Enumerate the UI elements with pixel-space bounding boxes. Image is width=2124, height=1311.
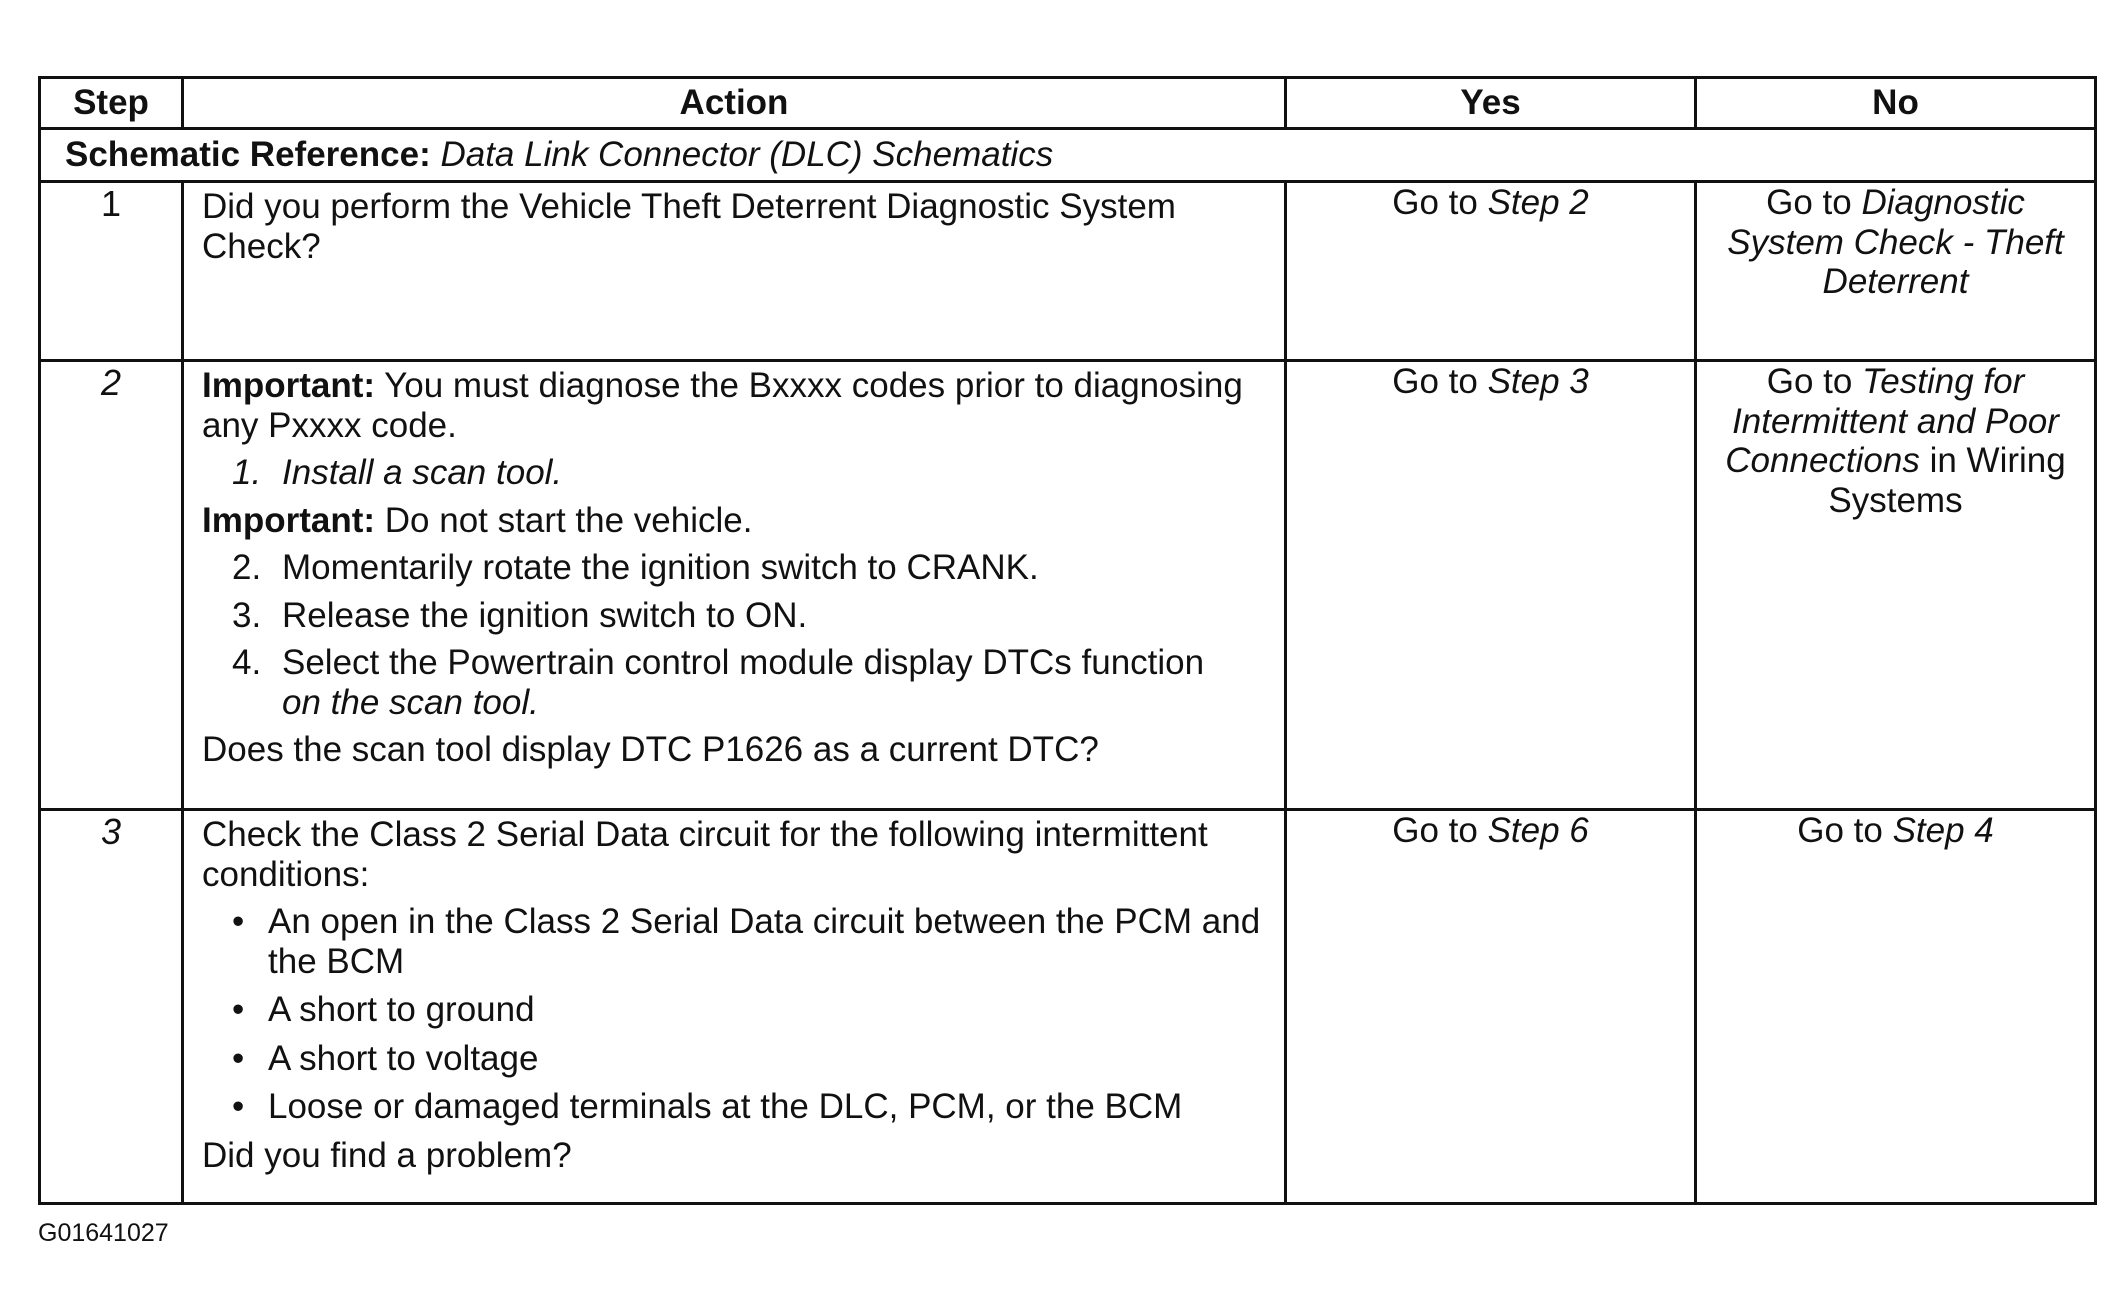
no-cell	[1696, 810, 2096, 1204]
question-text: Does the scan tool display DTC P1626 as a current DTC?	[202, 730, 1099, 770]
item-text: Release the ignition switch to ON.	[282, 595, 808, 635]
no-step-link[interactable]: Step 4	[1892, 811, 1994, 850]
table-row	[40, 182, 2096, 361]
item-text: Momentarily rotate the ignition switch to CRANK.	[282, 548, 1039, 588]
bullet-icon: •	[232, 990, 245, 1030]
header-no: No	[1696, 78, 2096, 129]
item-text-group	[282, 643, 1266, 722]
no-step-link[interactable]: Diagnostic System Check - Theft Deterrent	[1727, 183, 2064, 302]
no-cell	[1696, 361, 2096, 810]
yes-prefix: Go to	[1392, 362, 1478, 401]
yes-step-link[interactable]: Step 3	[1487, 362, 1589, 401]
item-number: 2.	[232, 548, 262, 588]
yes-cell	[1286, 182, 1696, 361]
bullet-text: Loose or damaged terminals at the DLC, PCM, or the BCM	[268, 1087, 1183, 1127]
important-text: You must diagnose the Bxxxx codes prior to diagnosing any Pxxxx code.	[202, 366, 1243, 445]
no-procedure-link[interactable]: Testing for Intermittent and Poor Connections	[1725, 362, 2059, 481]
schematic-reference-link[interactable]: Data Link Connector (DLC) Schematics	[440, 135, 1054, 175]
yes-cell	[1286, 361, 1696, 810]
important-note	[202, 366, 1266, 445]
bullet-text: A short to ground	[268, 990, 535, 1030]
header-step: Step	[40, 78, 183, 129]
important-text: Do not start the vehicle.	[384, 500, 753, 540]
action-text: Did you perform the Vehicle Theft Deterrent Diagnostic System Check?	[202, 187, 1176, 266]
list-item	[202, 990, 1266, 1030]
step-number: 2	[40, 361, 183, 810]
figure-id: G01641027	[38, 1219, 169, 1247]
item-number: 3.	[232, 595, 262, 635]
item-text: Install a scan tool.	[282, 453, 563, 493]
procedure-item	[202, 548, 1266, 588]
list-item	[202, 1087, 1266, 1127]
no-prefix: Go to	[1797, 811, 1883, 850]
procedure-item	[202, 453, 1266, 493]
bullet-text: An open in the Class 2 Serial Data circuit between the PCM and the BCM	[268, 902, 1261, 981]
diagnostic-table	[38, 76, 2097, 1205]
item-number: 4.	[232, 643, 262, 683]
bullet-text: A short to voltage	[268, 1038, 539, 1078]
table-row	[40, 810, 2096, 1204]
procedure-item	[202, 643, 1266, 722]
bullet-icon: •	[232, 1038, 245, 1078]
header-yes: Yes	[1286, 78, 1696, 129]
step-number: 3	[40, 810, 183, 1204]
question-text: Did you find a problem?	[202, 1135, 572, 1175]
no-cell	[1696, 182, 2096, 361]
action-cell	[183, 810, 1286, 1204]
table-row	[40, 361, 2096, 810]
yes-step-link[interactable]: Step 2	[1487, 183, 1589, 222]
no-prefix: Go to	[1766, 183, 1852, 222]
no-suffix: in Wiring Systems	[1828, 441, 2066, 520]
yes-prefix: Go to	[1392, 183, 1478, 222]
item-text-continued: on the scan tool.	[282, 682, 539, 722]
important-label: Important:	[202, 366, 376, 405]
action-cell	[183, 182, 1286, 361]
important-label: Important:	[202, 500, 376, 540]
bullet-icon: •	[232, 902, 245, 942]
action-cell	[183, 361, 1286, 810]
step-number: 1	[40, 182, 183, 361]
item-number: 1.	[232, 453, 262, 493]
schematic-reference-cell	[40, 129, 2096, 182]
header-action: Action	[183, 78, 1286, 129]
yes-cell	[1286, 810, 1696, 1204]
table-header-row	[40, 78, 2096, 129]
yes-prefix: Go to	[1392, 811, 1478, 850]
list-item	[202, 902, 1266, 981]
yes-step-link[interactable]: Step 6	[1487, 811, 1589, 850]
schematic-reference-label: Schematic Reference:	[65, 135, 431, 175]
bullet-icon: •	[232, 1087, 245, 1127]
procedure-item	[202, 596, 1266, 636]
list-item	[202, 1039, 1266, 1079]
item-text: Select the Powertrain control module display DTCs function	[282, 643, 1205, 683]
intro-text: Check the Class 2 Serial Data circuit for the following intermittent conditions:	[202, 815, 1208, 894]
diagnostic-table-sheet	[38, 76, 2094, 1196]
schematic-reference-row	[40, 129, 2096, 182]
no-prefix: Go to	[1766, 362, 1853, 401]
important-note	[202, 501, 1266, 541]
